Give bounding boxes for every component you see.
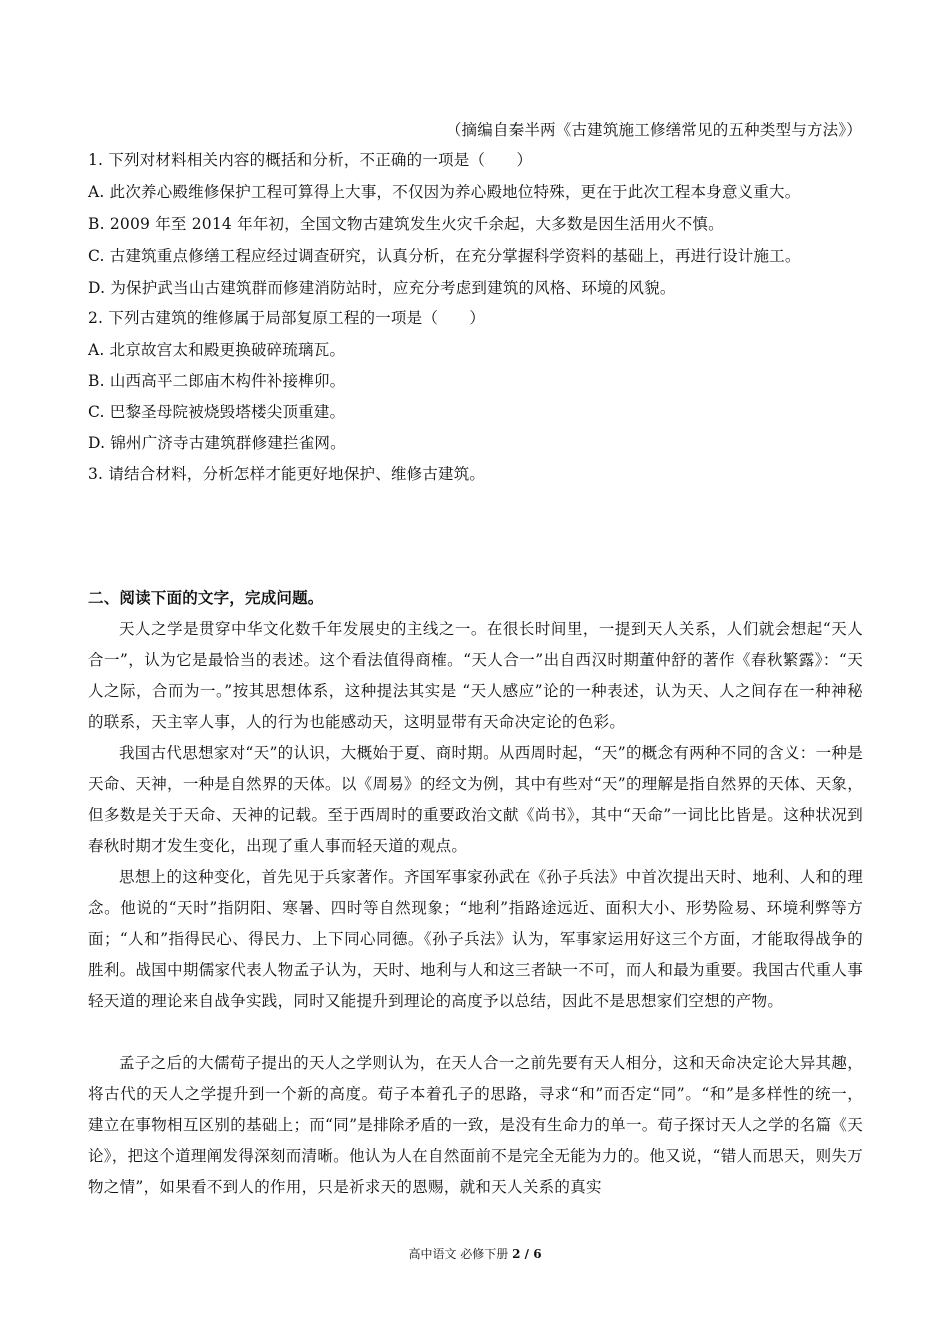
question-2-option-b: B. 山西高平二郎庙木构件补接榫卯。 xyxy=(88,372,346,390)
page-number: 2 / 6 xyxy=(512,1247,542,1261)
footer-label: 高中语文 必修下册 xyxy=(408,1247,509,1261)
page-footer xyxy=(0,1246,950,1262)
question-2-option-a: A. 北京故宫太和殿更换破碎琉璃瓦。 xyxy=(88,341,346,359)
question-2-stem: 2. 下列古建筑的维修属于局部复原工程的一项是（ ） xyxy=(88,309,486,327)
section-2-paragraph-4: 孟子之后的大儒荀子提出的天人之学则认为，在天人合一之前先要有天人相分，这和天命决定论大异其趣，将古代的天人之学提升到一个新的高度。荀子本着孔子的思路，寻求“和”而否定“同”。“和”是多样性的统一，建立在事物相互区别的基础上；而“同”是排除矛盾的一致，是没有生命力的单一。荀子探讨天人之学的名篇《天论》，把这个道理阐发得深刻而清晰。他认为人在自然面前不是完全无能为力的。他又说，“错人而思天，则失万物之情”，如果看不到人的作用，只是祈求天的恩赐，就和天人关系的真实 xyxy=(88,1054,863,1196)
section-2-paragraph-2: 我国古代思想家对“天”的认识，大概始于夏、商时期。从西周时起，“天”的概念有两种不同的含义：一种是天命、天神，一种是自然界的天体。以《周易》的经文为例，其中有些对“天”的理解是指自然界的天体、天象，但多数是关于天命、天神的记载。至于西周时的重要政治文献《尚书》，其中“天命”一词比比皆是。这种状况到春秋时期才发生变化，出现了重人事而轻天道的观点。 xyxy=(88,744,863,855)
section-2-paragraph-3: 思想上的这种变化，首先见于兵家著作。齐国军事家孙武在《孙子兵法》中首次提出天时、地利、人和的理念。他说的“天时”指阴阳、寒暑、四时等自然现象；“地利”指路途远近、面积大小、形势险易、环境利弊等方面；“人和”指得民心、得民力、上下同心同德。《孙子兵法》认为，军事家运用好这三个方面，才能取得战争的胜利。战国中期儒家代表人物孟子认为，天时、地利与人和这三者缺一不可，而人和最为重要。我国古代重人事轻天道的理论来自战争实践，同时又能提升到理论的高度予以总结，因此不是思想家们空想的产物。 xyxy=(88,868,863,1010)
question-1-stem: 1. 下列对材料相关内容的概括和分析，不正确的一项是（ ） xyxy=(88,151,533,169)
source-citation: （摘编自秦半两《古建筑施工修缮常见的五种类型与方法》） xyxy=(445,121,862,139)
question-1-option-a: A. 此次养心殿维修保护工程可算得上大事，不仅因为养心殿地位特殊，更在于此次工程本身意义重大。 xyxy=(88,183,801,201)
section-2-heading: 二、阅读下面的文字，完成问题。 xyxy=(88,588,324,607)
question-2-option-d: D. 锦州广济寺古建筑群修建拦雀网。 xyxy=(88,434,346,452)
question-2-option-c: C. 巴黎圣母院被烧毁塔楼尖顶重建。 xyxy=(88,403,346,421)
question-1-option-b: B. 2009 年至 2014 年年初，全国文物古建筑发生火灾千余起，大多数是因生活用火不慎。 xyxy=(88,215,724,233)
question-1-option-c: C. 古建筑重点修缮工程应经过调查研究，认真分析，在充分掌握科学资料的基础上，再进行设计施工。 xyxy=(88,247,801,265)
question-3-stem: 3. 请结合材料，分析怎样才能更好地保护、维修古建筑。 xyxy=(88,465,486,483)
section-2-paragraph-1: 天人之学是贯穿中华文化数千年发展史的主线之一。在很长时间里，一提到天人关系，人们就会想起“天人合一”，认为它是最恰当的表述。这个看法值得商榷。“天人合一”出自西汉时期董仲舒的著作《春秋繁露》：“天人之际，合而为一。”按其思想体系，这种提法其实是 “天人感应”论的一种表述，认为天、人之间存在一种神秘的联系，天主宰人事，人的行为也能感动天，这明显带有天命决定论的色彩。 xyxy=(88,620,863,731)
question-1-option-d: D. 为保护武当山古建筑群而修建消防站时，应充分考虑到建筑的风格、环境的风貌。 xyxy=(88,279,676,297)
